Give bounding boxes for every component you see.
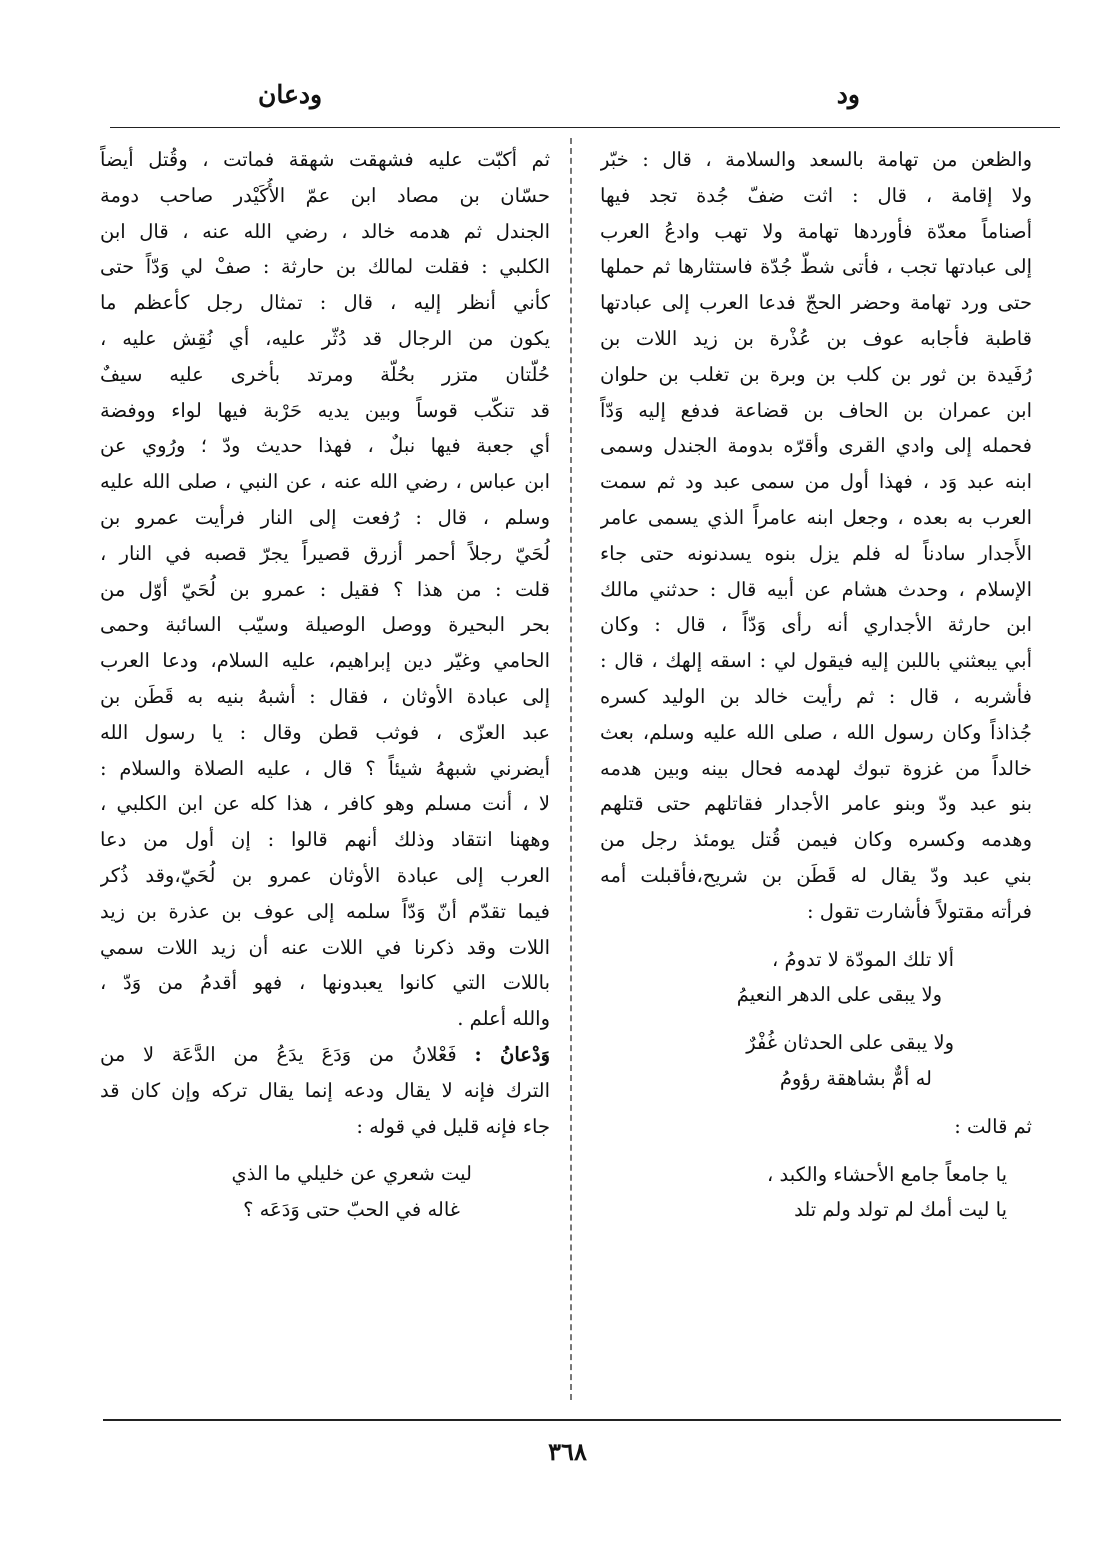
top-rule bbox=[110, 127, 1060, 128]
text-line: عبد العزّى ، فوثب قطن وقال : يا رسول الله bbox=[100, 720, 550, 744]
text-line: ابن عباس ، رضي الله عنه ، عن النبي ، صلى الله عليه bbox=[100, 470, 550, 494]
text-line: الترك فإنه لا يقال ودعه إنما يقال تركه وإن كان قد bbox=[100, 1078, 550, 1102]
text-line: أي جعبة فيها نبلٌ ، فهذا حديث ودّ ؛ ورُوي عن bbox=[100, 434, 550, 458]
entry-term: وَدْعانُ : bbox=[474, 1042, 550, 1066]
verse-line: ليت شعري عن خليلي ما الذي bbox=[231, 1162, 472, 1186]
text-line: الحامي وغيّر دين إبراهيم، عليه السلام، ودعا العرب bbox=[100, 649, 550, 673]
text-line: إلى عبادة الأوثان ، فقال : أشبهُ بنيه به قَطَن بن bbox=[100, 684, 550, 708]
text-line: حسّان بن مصاد ابن عمّ الأُكَيْدر صاحب دومة bbox=[100, 183, 550, 207]
text-line: أبي يبعثني باللبن إليه فيقول لي : اسقه إلهك ، قال : bbox=[600, 649, 1032, 673]
text-line: خالداً من غزوة تبوك لهدمه فحال بينه وبين هدمه bbox=[600, 756, 1032, 780]
text-line: كأني أنظر إليه ، قال : تمثال رجل كأعظم ما bbox=[100, 291, 550, 315]
text-line: رُفَيدة بن ثور بن كلب بن وبرة بن تغلب بن حلوان bbox=[600, 362, 1032, 386]
text-line: الكلبي : فقلت لمالك بن حارثة : صفْ لي وَدّاً حتى bbox=[100, 255, 550, 279]
entry-text: فَعْلانُ من وَدَعَ يدَعُ من الدَّعَة لا من bbox=[100, 1042, 457, 1066]
verse-line: له أمٌّ بشاهقة رؤومُ bbox=[779, 1066, 932, 1090]
text-line: حُلّتان متزر بحُلّة ومرتد بأخرى عليه سيفٌ bbox=[100, 362, 550, 386]
text-line: فيما تقدّم أنّ وَدّاً سلمه إلى عوف بن عذرة بن زيد bbox=[100, 899, 550, 923]
text-line: يكون من الرجال قد دُثّر عليه، أي نُقِش عليه ، bbox=[100, 326, 550, 350]
text-line: ابن حارثة الأجداري أنه رأى وَدّاً ، قال : وكان bbox=[600, 613, 1032, 637]
text-line: أيضرني شبههُ شيئاً ؟ قال ، عليه الصلاة والسلام : bbox=[100, 756, 550, 780]
text-line: حتى ورد تهامة وحضر الحجّ فدعا العرب إلى عبادتها bbox=[600, 291, 1032, 315]
text-line: الإسلام ، وحدث هشام عن أبيه قال : حدثني مالك bbox=[600, 577, 1032, 601]
header-left-word: ودعان bbox=[258, 80, 323, 109]
entry-line bbox=[100, 1037, 550, 1073]
verse-line: يا جامعاً جامع الأحشاء والكبد ، bbox=[766, 1162, 1007, 1186]
text-line: ثم قالت : bbox=[954, 1114, 1032, 1138]
text-line: الأَجدار سادناً له فلم يزل بنوه يسدنونه حتى جاء bbox=[600, 541, 1032, 565]
text-line: جاء فإنه قليل في قوله : bbox=[356, 1114, 550, 1138]
text-line: والله أعلم . bbox=[457, 1007, 550, 1031]
text-line: فحمله إلى وادي القرى وأقرّه بدومة الجندل وسمى bbox=[600, 434, 1032, 458]
text-line: ثم أكبّت عليه فشهقت شهقة فماتت ، وقُتل أيضاً bbox=[100, 148, 550, 171]
header-right-word: ود bbox=[836, 80, 860, 109]
verse-line: ولا يبقى على الحدثان غُفْرٌ bbox=[746, 1031, 954, 1055]
verse-line: ولا يبقى على الدهر النعيمُ bbox=[736, 983, 942, 1007]
text-line: اللات وقد ذكرنا في اللات عنه أن زيد اللات سمي bbox=[100, 935, 550, 959]
text-line: وههنا انتقاد وذلك أنهم قالوا : إن أول من دعا bbox=[100, 828, 550, 852]
text-line: العرب إلى عبادة الأوثان عمرو بن لُحَيّ،وقد ذُكر bbox=[100, 863, 550, 887]
text-line: لُحَيّ رجلاً أحمر أزرق قصيراً يجرّ قصبه في النار ، bbox=[100, 541, 550, 565]
verse-line: يا ليت أمك لم تولد ولم تلد bbox=[794, 1198, 1007, 1222]
text-line: ولا إقامة ، قال : اثت ضفّ جُدة تجد فيها bbox=[600, 183, 1032, 207]
text-line: جُذاذاً وكان رسول الله ، صلى الله عليه وسلم، بعث bbox=[600, 720, 1032, 744]
text-line: الجندل ثم هدمه خالد ، رضي الله عنه ، قال ابن bbox=[100, 219, 550, 243]
verse-line: غاله في الحبّ حتى وَدَعَه ؟ bbox=[243, 1198, 460, 1222]
text-line: أصناماً معدّة فأوردها تهامة ولا تهب وادعُ العرب bbox=[600, 219, 1032, 243]
text-line: قاطبة فأجابه عوف بن عُذْرة بن زيد اللات بن bbox=[600, 326, 1032, 350]
text-line: بحر البحيرة ووصل الوصيلة وسيّب السائبة وحمى bbox=[100, 613, 550, 637]
text-line: لا ، أنت مسلم وهو كافر ، هذا كله عن ابن الكلبي ، bbox=[100, 792, 550, 816]
text-line: فأشربه ، قال : ثم رأيت خالد بن الوليد كسره bbox=[600, 684, 1032, 708]
bottom-rule bbox=[103, 1419, 1061, 1421]
text-line: بني عبد ودّ يقال له قَطَن بن شريح،فأقبلت أمه bbox=[600, 863, 1032, 887]
text-line: والظعن من تهامة بالسعد والسلامة ، قال : خبّر bbox=[600, 148, 1032, 171]
text-line: إلى عبادتها تجب ، فأتى شطّ جُدّة فاستثارها ثم حملها bbox=[600, 255, 1032, 279]
text-line: ابنه عبد وَد ، فهذا أول من سمى عبد ود ثم سمت bbox=[600, 470, 1032, 494]
text-line: وهدمه وكسره وكان فيمن قُتل يومئذ رجل من bbox=[600, 828, 1032, 852]
text-line: ابن عمران بن الحاف بن قضاعة فدفع إليه وَدّاً bbox=[600, 398, 1032, 422]
left-column bbox=[100, 142, 550, 1228]
column-divider bbox=[570, 138, 572, 1400]
text-line: باللات التي كانوا يعبدونها ، فهو أقدمُ من وَدّ ، bbox=[100, 971, 550, 995]
page-number: ٣٦٨ bbox=[548, 1437, 587, 1466]
text-line: قلت : من هذا ؟ فقيل : عمرو بن لُحَيّ أوّل من bbox=[100, 577, 550, 601]
text-line: العرب به بعده ، وجعل ابنه عامراً الذي يسمى عامر bbox=[600, 505, 1032, 529]
verse-line: ألا تلك المودّة لا تدومُ ، bbox=[771, 947, 954, 971]
right-column bbox=[600, 142, 1032, 1228]
text-line: وسلم ، قال : رُفعت إلى النار فرأيت عمرو بن bbox=[100, 505, 550, 529]
text-line: بنو عبد ودّ وبنو عامر الأجدار فقاتلهم حتى قتلهم bbox=[600, 792, 1032, 816]
text-line: فرأته مقتولاً فأشارت تقول : bbox=[807, 899, 1032, 923]
text-line: قد تنكّب قوساً وبين يديه حَرْبة فيها لواء ووفضة bbox=[100, 398, 550, 422]
